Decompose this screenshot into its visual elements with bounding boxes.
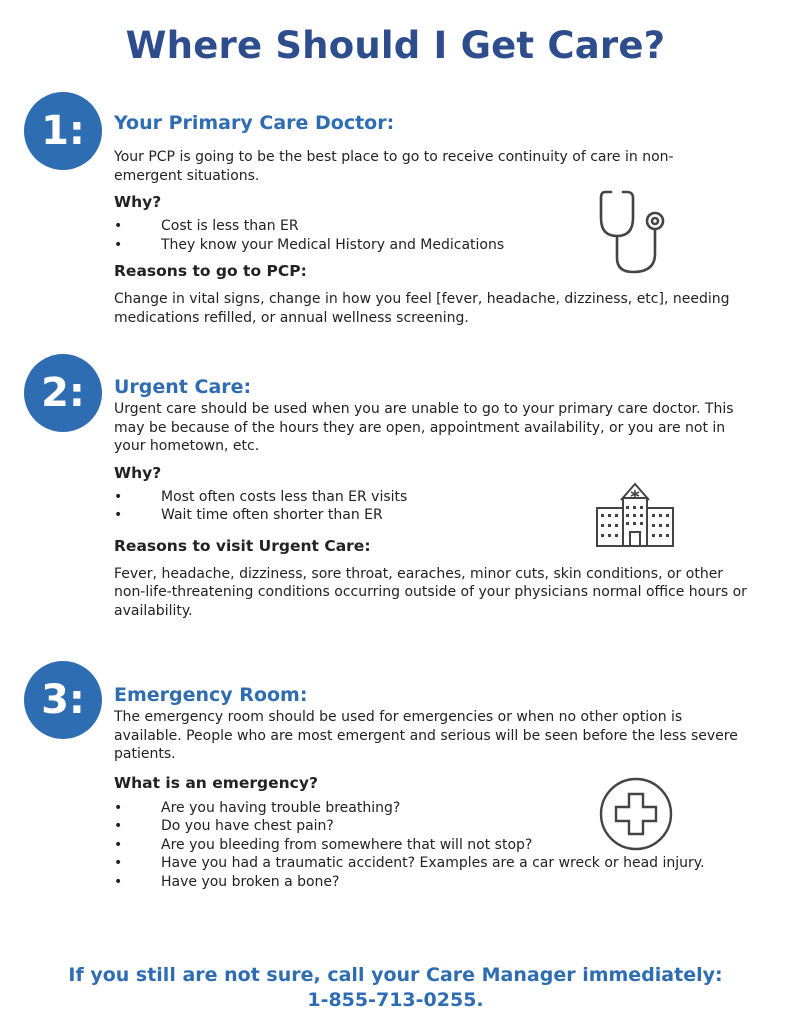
- footer-message: If you still are not sure, call your Care Manager immediately:: [68, 964, 723, 986]
- section-heading: Your Primary Care Doctor:: [114, 112, 395, 134]
- list-item: • Wait time often shorter than ER: [114, 506, 764, 525]
- hospital-building-icon: [595, 478, 675, 552]
- list-item: • Most often costs less than ER visits: [114, 488, 764, 507]
- footer-callout: [0, 963, 791, 1013]
- list-item: • They know your Medical History and Medications: [114, 236, 764, 255]
- list-item: • Have you had a traumatic accident? Examples are a car wreck or head injury.: [114, 854, 774, 873]
- emergency-list: [114, 799, 774, 892]
- reasons-heading: Reasons to visit Urgent Care:: [114, 536, 371, 555]
- medical-cross-icon: [598, 776, 674, 856]
- section-heading: Urgent Care:: [114, 376, 252, 398]
- why-heading: Why?: [114, 463, 162, 482]
- list-item: • Are you having trouble breathing?: [114, 799, 774, 818]
- list-item: • Are you bleeding from somewhere that will not stop?: [114, 836, 774, 855]
- section-intro: The emergency room should be used for emergencies or when no other option is available. People who are most emergent and serious will be seen before the less severe patients.: [114, 709, 738, 762]
- list-item: • Cost is less than ER: [114, 217, 764, 236]
- why-heading: Why?: [114, 193, 162, 211]
- emergency-heading: What is an emergency?: [114, 773, 318, 792]
- step-number-badge: 3:: [24, 661, 102, 739]
- section-intro: Your PCP is going to be the best place to go to receive continuity of care in non-emergent situations.: [114, 149, 674, 184]
- phone-number: 1-855-713-0255.: [307, 989, 484, 1011]
- list-item: • Do you have chest pain?: [114, 817, 774, 836]
- step-number-badge: 2:: [24, 354, 102, 432]
- list-item: • Have you broken a bone?: [114, 873, 774, 892]
- reasons-text: Fever, headache, dizziness, sore throat, earaches, minor cuts, skin conditions, or other non-life-threatening conditions occurring outside of your physicians normal office hours or availability.: [114, 565, 747, 619]
- section-heading: Emergency Room:: [114, 684, 308, 706]
- section-emergency-room: [114, 684, 774, 891]
- page-title: Where Should I Get Care?: [125, 24, 666, 67]
- reasons-heading: Reasons to go to PCP:: [114, 262, 307, 280]
- reasons-text: Change in vital signs, change in how you feel [fever, headache, dizziness, etc], needing medications refilled, or annual wellness screening.: [114, 291, 730, 326]
- step-number-badge: 1:: [24, 92, 102, 170]
- stethoscope-icon: [597, 188, 669, 278]
- section-intro: Urgent care should be used when you are unable to go to your primary care doctor. This may be because of the hours they are open, appointment availability, or you are not in your hometown, etc.: [114, 401, 734, 454]
